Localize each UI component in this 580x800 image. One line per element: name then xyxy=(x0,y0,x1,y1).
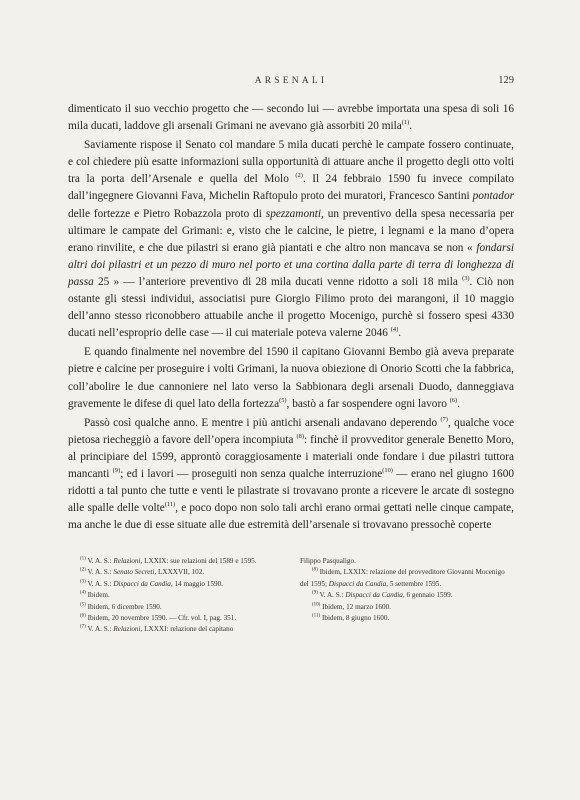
text-run: , LXXXI: relazione del capitano xyxy=(140,625,234,634)
text-run: Ibidem, 6 dicembre 1590. xyxy=(87,602,162,611)
text-run: , qualche voce pietosa riecheggiò a favore dell’opera incompiuta xyxy=(68,416,514,446)
footnote-reference: (8) xyxy=(296,433,304,441)
footnote-mark: (6) xyxy=(80,613,86,619)
italic-phrase: Relazioni xyxy=(113,557,141,565)
footnote-reference: (10) xyxy=(382,467,393,475)
footnote xyxy=(68,556,282,567)
text-run: un preventivo della spesa necessaria per ultimare le campate del Grimani: e, visto che le calcine, le pietre, i legnami e la mano d’opera erano rinvilite, e che due pilastri si erano già piantati e che altro non mancava se non « xyxy=(68,207,515,254)
text-run: Saviamente rispose il Senato col mandare 5 mila ducati perchè le campate fossero continuate, e col chiedere più esatte informazioni sulla opportunità di attuare anche il progetto degli otto volti tra la porta dell’Arsenale e quella del Molo xyxy=(68,139,514,186)
footnote-mark: (10) xyxy=(312,602,321,608)
text-run: . xyxy=(398,327,402,340)
footnotes-left-column xyxy=(68,556,282,636)
footnote-mark: (4) xyxy=(80,590,86,596)
text-run: , 6 gennaio 1599. xyxy=(402,591,453,600)
text-run: V. A. S.: xyxy=(87,557,114,565)
italic-phrase: Dispacci da Candia xyxy=(113,579,171,588)
footnote xyxy=(68,579,282,590)
body-text xyxy=(68,101,514,534)
text-run: dimenticato il suo vecchio progetto che — secondo lui — avrebbe importata una spesa di soli 16 mila ducati, laddove gli arsenali Grimani ne avevano già assorbiti 20 mila xyxy=(68,103,514,133)
text-run: , bastò a far sospendere ogni lavoro xyxy=(286,397,450,410)
text-run: . Il 24 febbraio 1590 fu invece compilato dall’ingegnere Giovanni Fava, Michelin Raftopulo proto dei muratori, Francesco Santini xyxy=(68,173,514,203)
footnote xyxy=(68,613,282,624)
footnote-reference: (6) xyxy=(449,396,458,404)
footnote-mark: (9) xyxy=(312,590,318,596)
text-run: , 5 settembre 1595. xyxy=(386,579,442,588)
footnote-mark: (11) xyxy=(312,613,321,619)
running-title: ARSENALI xyxy=(254,76,328,86)
footnote-reference: (9) xyxy=(112,467,121,475)
footnote-mark: (8) xyxy=(312,568,318,574)
text-run: : finchè il provveditor generale Benetto Moro, al principiare del 1599, approntò coraggiosamente i materiali onde fondare i due pilastri tuttora mancanti xyxy=(68,433,514,480)
paragraph xyxy=(68,137,514,342)
footnote xyxy=(68,567,282,578)
footnote-mark: (5) xyxy=(80,602,86,608)
text-run: Ibidem, LXXIX: relazione del provveditore Giovanni Mocenigo del 1595; xyxy=(300,568,505,588)
text-run: , LXXIX: sue relazioni del 1589 e 1595. xyxy=(140,557,257,565)
text-run: ; ed i lavori — proseguiti non senza qualche interruzione xyxy=(120,467,383,480)
footnote xyxy=(68,624,282,635)
text-run: 25 » — l’anteriore preventivo di 28 mila ducati venne ridotto a soli 18 mila xyxy=(93,275,463,288)
italic-phrase: Relazioni xyxy=(113,625,141,634)
footnote-reference: (11) xyxy=(164,501,176,509)
italic-phrase: Dispacci da Candia xyxy=(328,579,387,588)
text-run: Ibidem, 20 novembre 1590. — Cfr. vol. I, pag. 351. xyxy=(87,614,237,623)
text-run: delle fortezze e Pietro Robazzola proto di xyxy=(68,207,266,220)
paragraph xyxy=(68,101,514,135)
text-run: , 14 maggio 1590. xyxy=(170,579,223,588)
text-run: Ibidem, 12 marzo 1600. xyxy=(322,602,392,611)
running-head xyxy=(68,76,514,92)
footnote xyxy=(300,613,514,624)
text-run: Passò così qualche anno. E mentre i più antichi arsenali andavano deperendo xyxy=(84,416,441,429)
footnote-reference: (3) xyxy=(462,275,470,283)
text-run: . Ciò non ostante gli stessi individui, associatisi pure Giorgio Filimo proto dei marangoni, il 10 maggio dell’anno stesso riconobbero attuabile anche il progetto Mocenigo, purchè si fossero spesi 4330 ducati nell’esproprio delle case — il cui materiale poteva valerne 2046 xyxy=(68,275,514,340)
italic-phrase: pontador xyxy=(472,190,514,203)
footnotes xyxy=(68,556,514,636)
text-run: Ibidem, 8 giugno 1600. xyxy=(321,614,390,623)
italic-phrase: Senato Secreti xyxy=(113,568,155,577)
text-run: V. A. S.: xyxy=(87,568,114,577)
text-run: Filippo Pasqualigo. xyxy=(300,557,356,565)
footnotes-right-column xyxy=(300,556,514,636)
italic-phrase: Dispacci da Candia xyxy=(345,591,403,600)
italic-phrase: fondarsi altri doi pilastri et un pezzo di muro nel porto et una cortina dalla parte di terra di longhezza di passa xyxy=(68,241,514,288)
italic-phrase: spezzamonti, xyxy=(265,207,324,220)
footnote xyxy=(300,590,514,601)
footnote-reference: (1) xyxy=(401,119,410,127)
text-run: V. A. S.: xyxy=(319,591,346,600)
footnote-reference: (7) xyxy=(440,415,448,423)
footnote xyxy=(68,590,282,601)
paragraph xyxy=(68,344,514,412)
footnote-mark: (1) xyxy=(80,556,86,562)
page-number: 129 xyxy=(498,75,514,86)
text-run: V. A. S.: xyxy=(87,579,114,588)
footnote-mark: (2) xyxy=(80,568,86,574)
footnote xyxy=(68,602,282,613)
text-run: , LXXXVII, 102. xyxy=(154,568,205,577)
footnote-reference: (2) xyxy=(295,172,303,180)
text-run: . xyxy=(457,397,460,410)
text-run: Ibidem. xyxy=(87,591,110,600)
footnote xyxy=(300,556,514,567)
text-run: , e poco dopo non solo tali archi erano ormai gettati nelle cinque campate, ma anche le due di esse situate alle due estremità dell’arsenale si trovavano pressochè coperte xyxy=(68,502,514,532)
footnote xyxy=(300,567,514,590)
footnote-reference: (5) xyxy=(279,396,287,404)
paragraph xyxy=(68,415,514,535)
footnote-reference: (4) xyxy=(390,326,399,334)
footnote-mark: (7) xyxy=(80,625,86,631)
text-run: V. A. S.: xyxy=(87,625,114,634)
text-run: — erano nel giugno 1600 ridotti a tal punto che tutte e venti le pilastrate si trovavano pronte a ricevere le arcate di sostegno alle spalle delle volte xyxy=(68,467,515,515)
footnote-mark: (3) xyxy=(80,579,86,585)
footnote xyxy=(300,602,514,613)
text-run: E quando finalmente nel novembre del 1590 il capitano Giovanni Bembo già aveva preparate pietre e calcine per proseguire i volti Grimani, la nuova obiezione di Onorio Scotti che la fabbrica, coll’abolire le due cannoniere nel lato verso la Sabbionara degli arsenali Duodo, danneggiava gravemente le difese di quel lato della fortezza xyxy=(68,346,514,410)
text-run: . xyxy=(409,120,413,133)
